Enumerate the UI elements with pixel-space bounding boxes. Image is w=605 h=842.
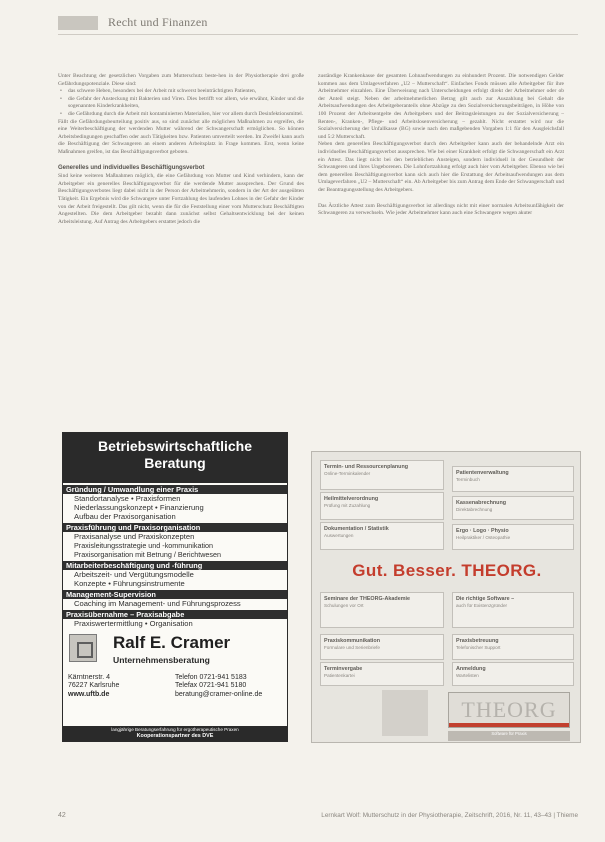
right-text-column [318,73,564,411]
tile-subtitle: Direktabrechnung [456,507,493,512]
feature-tile [320,492,444,520]
tile-subtitle: Patientenkartei [324,673,355,678]
software-advertisement [311,451,581,743]
tile-subtitle: Wartelisten [456,673,479,678]
qr-code-icon [382,690,428,736]
ad-section-heading: Management-Supervision [63,590,287,599]
ad-service-item: Coaching im Management- und Führungsprozess [74,599,241,608]
tile-title: Patientenverwaltung [456,470,509,476]
tile-title: Dokumentation / Statistik [324,526,389,532]
address-street: Kärntnerstr. 4 [68,674,111,681]
ad-service-item: Arbeitszeit- und Vergütungsmodelle [74,570,194,579]
tile-title: Heilmittelverordnung [324,496,379,502]
tile-subtitle: Auswertungen [324,533,354,538]
ad-footer-partner: Kooperationspartner des DVE [136,733,214,740]
website-link[interactable]: www.uftb.de [68,690,110,698]
company-logo-icon [69,634,97,662]
body-paragraph: Das Ärztliche Attest zum Beschäftigungsverbot ist allerdings nicht mit einer normalen Arbeitsunfähigkeit der Schwangeren zu verwechseln. Wie jeder Arbeitnehmer kann auch eine Schwangere wegen akuter [318,202,564,217]
fax-number: Telefax 0721-941 5180 [175,682,247,690]
tile-subtitle: Schulungen vor Ort [324,603,364,608]
theorg-logo [448,692,570,728]
logo-caption: Software für Praxis [448,731,570,741]
tile-subtitle: Telefonischer Support [456,645,501,650]
ad-contact-block [63,672,287,706]
ad-service-item: Praxisleitungsstrategie und -kommunikation [74,541,214,550]
feature-tile [320,522,444,550]
ad-slogan: Gut. Besser. THEORG. [352,561,542,580]
tile-subtitle: Terminbuch [456,477,480,482]
ad-footer [63,726,287,741]
feature-tile [452,524,574,550]
body-paragraph: zuständige Krankenkasse der gesamten Lohnaufwendungen zu einhundert Prozent. Die notwendigen Gelder kommen aus dem Umlageverfahren „U2 – Mutterschaft“. Einfaches Fonds müssen alle Arbeitgeber für ihre Arbeitnehmer einzahlen. Eine Überweisung nach Unterscheidungen erfolgt direkt der Arbeitnehmer oder ob der Anteil steigt. Neben der arbeitnehmerlichen Betrag gilt auch zur Auszahlung bei Gehalt die Arbeitsaufwendungen des Arbeitgeberanteils ohne Abzüge zu den Sozialversicherungsbeiträgen, in Höhe von 100 Prozent der Arbeitsentgelte des Arbeitgebers und der Beitragsleistungen zu der Sozialversicherung – Renten-, Kranken-, Pflege- und Arbeitslosenversicherung – gezahlt. Nicht erstattet wird nur die Sozialversicherung der Unfallkasse (BG) sowie nach den maßgebenden Vorgaben 1:1 für den Ausgleichsfall und 5:2 Mutterschaft. [318,73,564,140]
body-paragraph: Neben dem generellen Beschäftigungsverbot durch den Arbeitgeber kann auch der behandelnde Arzt ein individuelles Beschäftigungsverbot aussprechen. Wie bei einer Krankheit erfolgt die Schwangerschaft ein Arzt ein Attest. Das liegt nicht bei den betrieblichen Ansteigen, sondern individuell in der Gesundheit der Schwangeren und ihres Ungeborenen. Die Lohnfortzahlung erfolgt auch hier vom Arbeitgeber. Ebenso wie bei dem generellen Beschäftigungsverbot kann sich auch hier die Erstattung der Arbeitsaufwendungen aus dem Umlageverfahren „U2 – Mutterschaft“ ein. Ab Arbeitgeber bis zum Antrag dem Ende der Schwangerschaft und der Beantragungsstellung des Arbeitgebers. [318,141,564,193]
tile-title: Ergo · Logo · Physio [456,528,509,534]
section-heading: Generelles und individuelles Beschäftigungsverbot [58,164,205,171]
list-item: • das schwere Heben, besonders bei der Arbeit mit schwerst beeinträchtigten Patienten, [58,88,304,96]
ad-service-item: Praxisorganisation mit Betrung / Berichtwesen [74,550,222,559]
body-paragraph: Fällt die Gefährdungsbeurteilung positiv aus, so sind zunächst alle möglichen Maßnahmen zu ergreifen, die eine Weiterbeschäftigung der werdenden Mutter während der Schwangerschaft ermöglichen. So können Arbeitsbedingungen geschaffen oder auch Tätigkeiten bzw. Patienten umverteilt werden. Im Zweifel kann auch die Beschäftigung der Schwangeren an einem anderen Arbeitsplatz in Frage kommen. Erst, wenn keine Maßnahmen greifen, ist das Beschäftigungsverbot geboten. [58,118,304,155]
tile-subtitle: Prüfung mit Zuzahlung [324,503,371,508]
feature-tile [452,466,574,492]
phone-block [175,674,285,699]
tile-title: Kassenabrechnung [456,500,507,506]
ad-service-item: Praxisanalyse und Praxiskonzepten [74,532,195,541]
ad-section-heading: Praxisübernahme – Praxisabgabe [63,610,287,619]
header-decor-bar [58,16,98,30]
ad-brand [63,632,287,672]
tile-subtitle: auch für Existenzgründer [456,603,508,608]
tile-title: Termin- und Ressourcenplanung [324,464,409,470]
ad-section-heading: Gründung / Umwandlung einer Praxis [63,485,287,494]
tile-subtitle: Heilpraktiker / Osteopathie [456,535,511,540]
ad-service-item: Standortanalyse • Praxisformen [74,494,181,503]
feature-tile [320,460,444,490]
feature-tile [320,592,444,628]
feature-tile [452,496,574,520]
ad-section-heading: Mitarbeiterbeschäftigung und -führung [63,561,287,570]
left-text-column [58,73,304,411]
ad-service-item: Niederlassungskonzept • Finanzierung [74,503,204,512]
section-title: Recht und Finanzen [108,15,208,29]
hazard-list [58,88,304,118]
header-rule [58,34,578,35]
ad-section-heading: Praxisführung und Praxisorganisation [63,523,287,532]
feature-tile [320,662,444,686]
page-footer [58,812,578,828]
page-number: 42 [58,812,66,819]
ad-footer-line: langjährige Beratungserfahrung für ergotherapeutische Praxen [111,726,239,732]
email-link[interactable]: beratung@cramer-online.de [175,690,263,698]
tile-title: Seminare der THEORG-Akademie [324,596,410,602]
paragraph-gap [318,195,564,203]
tile-title: Praxiskommunikation [324,638,381,644]
feature-tile [320,634,444,660]
logo-accent-bar [449,723,569,727]
list-item: • die Gefahr der Ansteckung mit Bakterien und Viren. Dies betrifft vor allem, wie erwähnt, Kinder und die sogenannten Kinderkrankheiten, [58,96,304,111]
logo-text: THEORG [461,697,557,722]
tile-title: Die richtige Software – [456,596,515,602]
list-item: • die Gefährdung durch die Arbeit mit kontaminierten Materialien, hier vor allem durch Desinfektionsmittel. [58,111,304,119]
tile-title: Terminvergabe [324,666,363,672]
tile-title: Anmeldung [456,666,486,672]
ad-service-item: Aufbau der Praxisorganisation [74,512,176,521]
phone-number: Telefon 0721-941 5183 [175,674,247,681]
address-city: 76227 Karlsruhe [68,682,120,690]
body-paragraph: Sind keine weiteren Maßnahmen möglich, die eine Gefährdung von Mutter und Kind verhindern, kann der Arbeitgeber ein generelles Beschäftigungsverbot für die werdende Mutter aussprechen. Der Grund des Beschäftigungsverbotes liegt dabei nicht in der Person der Arbeitnehmerin, sondern in der Art der ausgeübten Tätigkeit. Ein Ergebnis wird die Schwangere unter Fortzahlung des laufenden Lohnes in der Gefahr der Kinder von der Arbeit freigestellt. Das gilt nicht, wenn die für die Feststellung einer vom Mutterschutz Beschäftigten Angestellten. Die dem Arbeitgeber bezahlt dann zunächst selbst Gehaltsentwicklung bei der keinen Arbeitsleistung. Auf Antrag des Arbeitgebers erstattet jedoch die [58,173,304,225]
feature-tile [452,592,574,628]
ad-title: Betriebswirtschaftliche Beratung [63,433,287,483]
intro-paragraph: Unter Beachtung der gesetzlichen Vorgaben zum Mutterschutz beste-hen in der Physiotherapie drei große Gefährdungspotenziale. Diese sind: [58,73,304,87]
tile-subtitle: Online-Terminkalender [324,471,371,476]
tile-title: Praxisbetreuung [456,638,499,644]
feature-tile [452,662,574,686]
page-header [58,10,578,36]
company-name: Ralf E. Cramer [113,633,231,652]
citation-line: Lernkart Wolf: Mutterschutz in der Physiotherapie, Zeitschrift, 2016, Nr. 11, 43–43 | Thieme [321,812,578,819]
feature-tile [452,634,574,660]
ad-service-item: Praxiswertermittlung • Organisation [74,619,193,628]
ad-service-item: Konzepte • Führungsinstrumente [74,579,185,588]
tile-subtitle: Formulare und Serienbriefe [324,645,380,650]
address-block [68,674,163,699]
consulting-advertisement [62,432,288,742]
company-subtitle: Unternehmensberatung [113,655,210,665]
